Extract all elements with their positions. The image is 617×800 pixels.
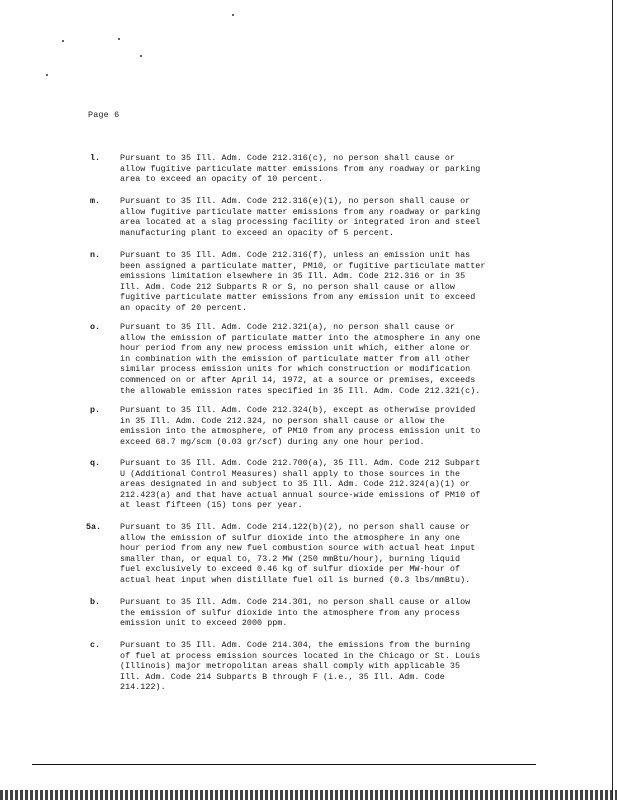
paragraph-label: p. — [90, 405, 101, 415]
paragraph-text: Pursuant to 35 Ill. Adm. Code 214.122(b)(2), no person shall cause or allow the emission of sulfur dioxide into the atmosphere in any one hour period from any new fuel combustion source with actual heat input smaller than, or equal to, 73.2 MW (250 mmBtu/hour), burning liquid fuel exclusively to exceed 0.46 kg of sulfur dioxide per MW-hour of actual heat input when distillate fuel oil is burned (0.3 lbs/mmBtu). — [120, 522, 476, 585]
page-label: Page 6 — [88, 110, 120, 120]
scan-speck — [232, 14, 234, 16]
paragraph-text: Pursuant to 35 Ill. Adm. Code 214.304, the emissions from the burning of fuel at process emission sources located in the Chicago or St. Louis (Illinois) major metropolitan areas shall comply with applicable 35 Ill. Adm. Code 214 Subparts B through F (i.e., 35 Ill. Adm. Code 214.122). — [120, 640, 481, 693]
footer-rule — [32, 764, 536, 765]
paragraph-label: c. — [90, 640, 101, 650]
scan-speck — [46, 74, 48, 76]
paragraph-text: Pursuant to 35 Ill. Adm. Code 212.324(b), except as otherwise provided in 35 Ill. Adm. Code 212.324, no person shall cause or allow the emission into the atmosphere, of PM10 from any process emission unit to exceed 68.7 mg/scm (0.03 gr/scf) during any one hour period. — [120, 405, 481, 447]
scan-speck — [118, 38, 120, 40]
paragraph-label: n. — [90, 250, 101, 260]
paragraph-text: Pursuant to 35 Ill. Adm. Code 212.700(a), 35 Ill. Adm. Code 212 Subpart U (Additional Control Measures) shall apply to those sources in the areas designated in and subject to 35 Ill. Adm. Code 212.324(a)(1) or 212.423(a) and that have actual annual source-wide emissions of PM10 of at least fifteen (15) tons per year. — [120, 458, 481, 511]
paragraph-text: Pursuant to 35 Ill. Adm. Code 212.316(e)(1), no person shall cause or allow fugitive particulate matter emissions from any roadway or parking area located at a slag processing facility or integrated iron and steel manufacturing plant to exceed an opacity of 5 percent. — [120, 196, 481, 238]
paragraph-text: Pursuant to 35 Ill. Adm. Code 212.316(f), unless an emission unit has been assigned a particulate matter, PM10, or fugitive particulate matter emissions limitation elsewhere in 35 Ill. Adm. Code 212.316 or in 35 Ill. Adm. Code 212 Subparts R or S, no person shall cause or allow fugitive particulate matter emissions from any emission unit to exceed an opacity of 20 percent. — [120, 250, 486, 313]
paragraph-label: o. — [90, 322, 101, 332]
scan-speck — [140, 55, 142, 57]
paragraph-label: q. — [90, 458, 101, 468]
paragraph-text: Pursuant to 35 Ill. Adm. Code 212.321(a), no person shall cause or allow the emission of particulate matter into the atmosphere in any one hour period from any new process emission unit which, either alone or in combination with the emission of particulate matter from all other similar process emission units for which construction or modification commenced on or after April 14, 1972, at a source or premises, exceeds the allowable emission rates specified in 35 Ill. Adm. Code 212.321(c). — [120, 322, 481, 396]
scan-edge-right — [612, 0, 613, 800]
scan-edge-bottom — [0, 790, 617, 800]
paragraph-label: b. — [90, 597, 101, 607]
paragraph-label: l. — [90, 153, 101, 163]
paragraph-label: 5a. — [86, 522, 102, 532]
scan-speck — [62, 40, 64, 42]
paragraph-label: m. — [90, 196, 101, 206]
paragraph-text: Pursuant to 35 Ill. Adm. Code 214.301, no person shall cause or allow the emission of sulfur dioxide into the atmosphere from any process emission unit to exceed 2000 ppm. — [120, 597, 471, 629]
paragraph-text: Pursuant to 35 Ill. Adm. Code 212.316(c), no person shall cause or allow fugitive particulate matter emissions from any roadway or parking area to exceed an opacity of 10 percent. — [120, 153, 481, 185]
